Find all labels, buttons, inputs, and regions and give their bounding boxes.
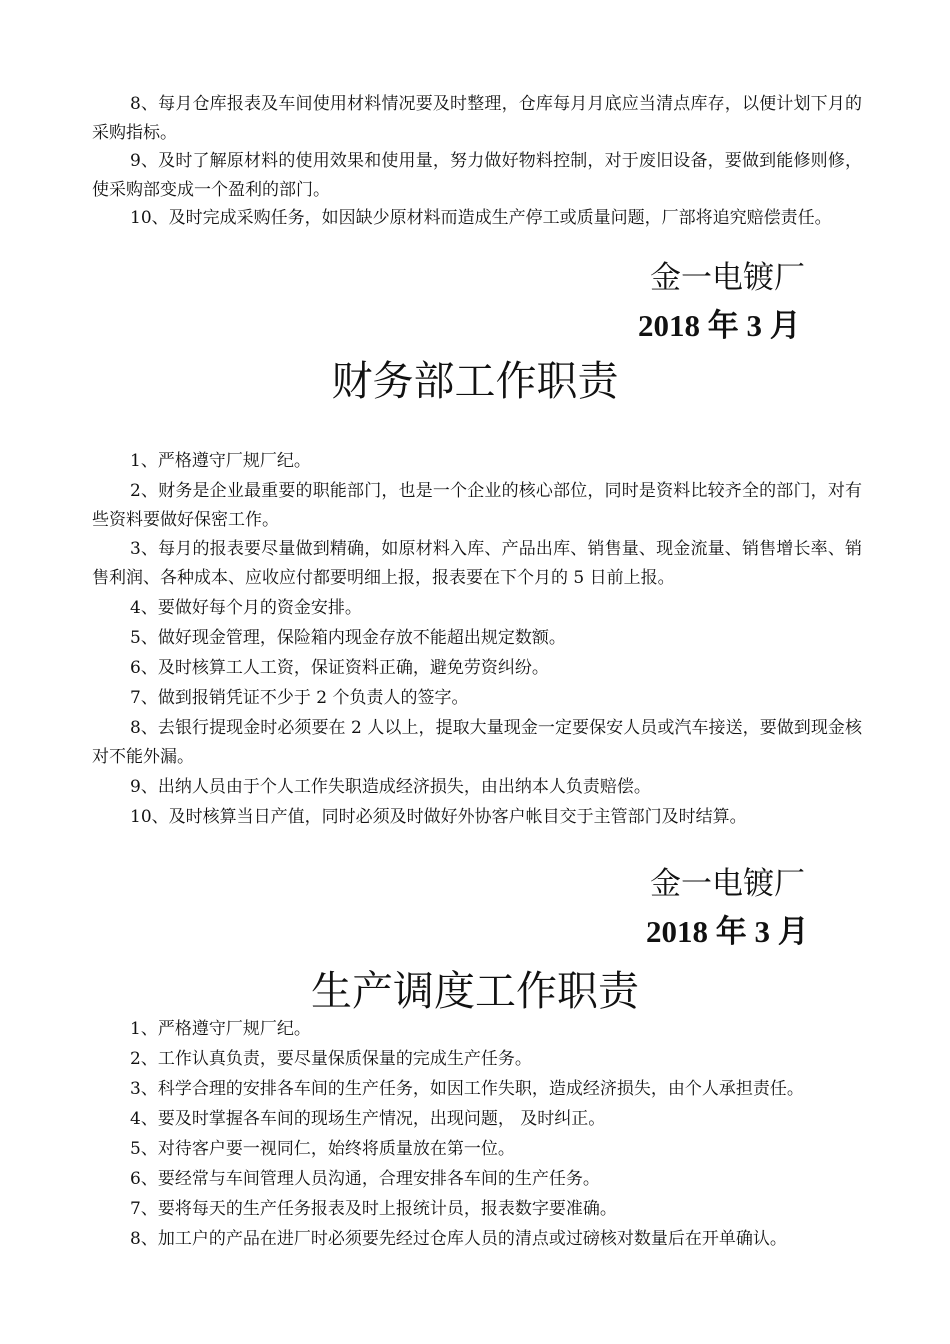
- signature-company: 金一电镀厂: [650, 260, 805, 296]
- production-item-3: 3、科学合理的安排各车间的生产任务，如因工作失职，造成经济损失，由个人承担责任。: [130, 1079, 804, 1099]
- purchase-item-8: 8、每月仓库报表及车间使用材料情况要及时整理，仓库每月月底应当清点库存，以便计划下月的采购指标。: [92, 94, 862, 143]
- purchase-item-10: 10、及时完成采购任务，如因缺少原材料而造成生产停工或质量问题，厂部将追究赔偿责任。: [130, 208, 832, 228]
- finance-item-3: 3、每月的报表要尽量做到精确，如原材料入库、产品出库、销售量、现金流量、销售增长率、销售利润、各种成本、应收应付都要明细上报，报表要在下个月的 5 日前上报。: [92, 539, 862, 588]
- production-item-2: 2、工作认真负责，要尽量保质保量的完成生产任务。: [130, 1049, 532, 1069]
- production-item-7: 7、要将每天的生产任务报表及时上报统计员，报表数字要准确。: [130, 1199, 617, 1219]
- finance-item-10: 10、及时核算当日产值，同时必须及时做好外协客户帐目交于主管部门及时结算。: [130, 807, 747, 827]
- production-item-5: 5、对待客户要一视同仁，始终将质量放在第一位。: [130, 1139, 515, 1159]
- finance-item-1: 1、严格遵守厂规厂纪。: [130, 451, 311, 471]
- signature-company: 金一电镀厂: [650, 866, 805, 902]
- production-title: 生产调度工作职责: [311, 967, 639, 1015]
- finance-item-6: 6、及时核算工人工资，保证资料正确，避免劳资纠纷。: [130, 658, 549, 678]
- finance-item-4: 4、要做好每个月的资金安排。: [130, 598, 362, 618]
- purchase-item-9: 9、及时了解原材料的使用效果和使用量，努力做好物料控制，对于废旧设备，要做到能修则修，使采购部变成一个盈利的部门。: [92, 151, 862, 200]
- finance-item-7: 7、做到报销凭证不少于 2 个负责人的签字。: [130, 688, 469, 708]
- production-item-4: 4、要及时掌握各车间的现场生产情况，出现问题， 及时纠正。: [130, 1109, 606, 1129]
- production-item-1: 1、严格遵守厂规厂纪。: [130, 1019, 311, 1039]
- finance-item-9: 9、出纳人员由于个人工作失职造成经济损失，由出纳本人负责赔偿。: [130, 777, 651, 797]
- production-item-6: 6、要经常与车间管理人员沟通，合理安排各车间的生产任务。: [130, 1169, 600, 1189]
- signature-date: 2018 年 3 月: [646, 914, 809, 949]
- finance-title: 财务部工作职责: [331, 357, 619, 405]
- signature-date: 2018 年 3 月: [638, 308, 801, 343]
- finance-item-8: 8、去银行提现金时必须要在 2 人以上，提取大量现金一定要保安人员或汽车接送，要做到现金核对不能外漏。: [92, 718, 862, 767]
- finance-item-2: 2、财务是企业最重要的职能部门，也是一个企业的核心部位，同时是资料比较齐全的部门，对有些资料要做好保密工作。: [92, 481, 862, 530]
- finance-item-5: 5、做好现金管理，保险箱内现金存放不能超出规定数额。: [130, 628, 566, 648]
- production-item-8: 8、加工户的产品在进厂时必须要先经过仓库人员的清点或过磅核对数量后在开单确认。: [130, 1229, 787, 1249]
